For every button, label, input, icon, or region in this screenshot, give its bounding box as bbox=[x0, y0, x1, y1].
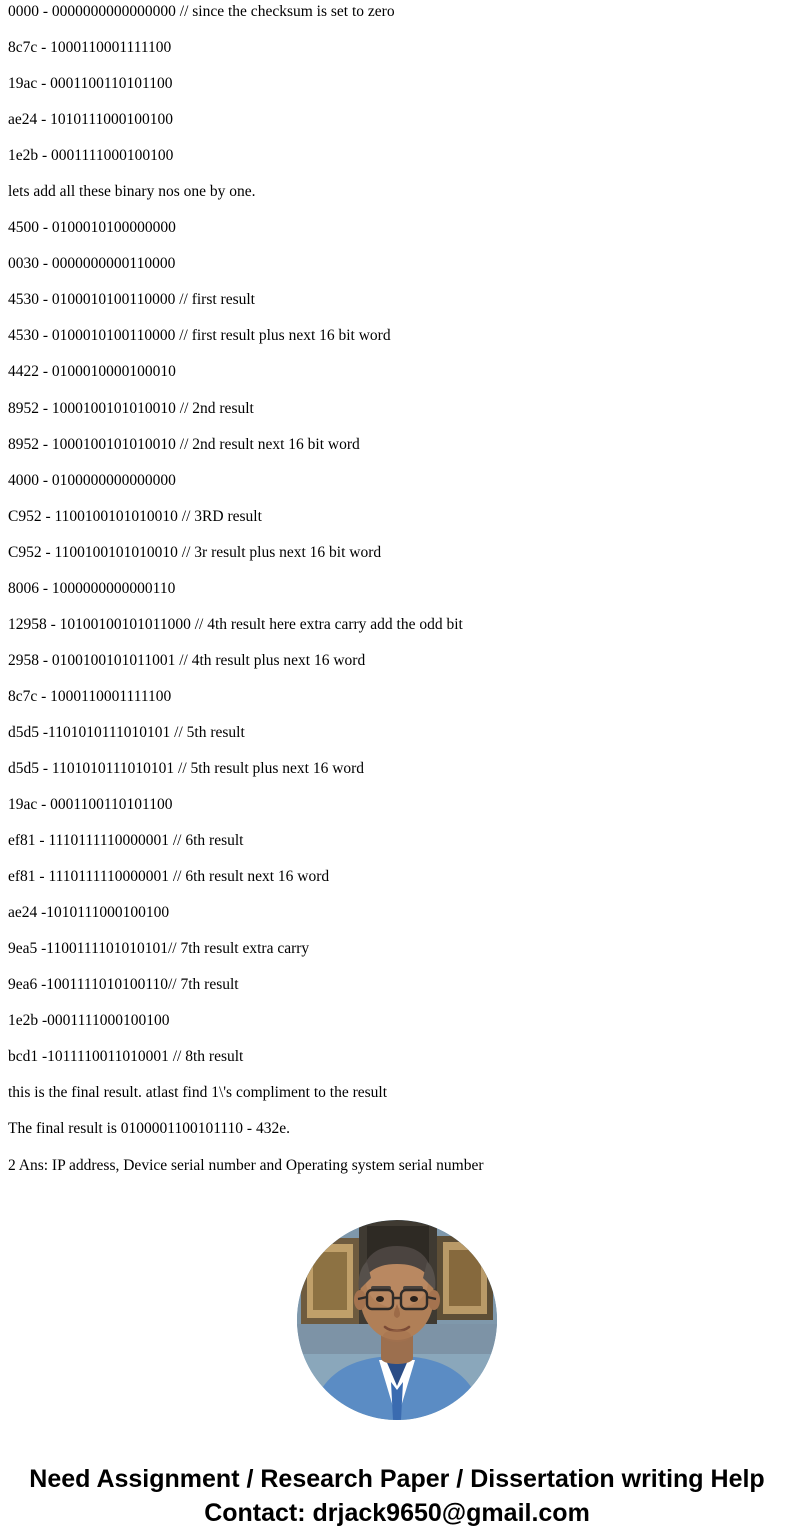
text-line: The final result is 0100001100101110 - 432e. bbox=[8, 1120, 290, 1138]
text-line: 8c7c - 1000110001111100 bbox=[8, 687, 172, 705]
text-line: ae24 - 1010111000100100 bbox=[8, 111, 174, 129]
text-line: 2 Ans: IP address, Device serial number and Operating system serial number bbox=[8, 1156, 484, 1174]
text-line: C952 - 1100100101010010 // 3r result plus next 16 bit word bbox=[8, 543, 382, 561]
text-line: 0000 - 0000000000000000 // since the checksum is set to zero bbox=[8, 3, 395, 20]
text-line: 0030 - 0000000000110000 bbox=[8, 255, 176, 273]
avatar-portrait-icon bbox=[297, 1220, 497, 1420]
text-line: 8952 - 1000100101010010 // 2nd result next 16 bit word bbox=[8, 435, 360, 453]
text-line: C952 - 1100100101010010 // 3RD result bbox=[8, 507, 262, 525]
text-line: 4530 - 0100010100110000 // first result bbox=[8, 291, 255, 309]
text-line: 1e2b - 0001111000100100 bbox=[8, 147, 174, 165]
text-line: 12958 - 10100100101011000 // 4th result here extra carry add the odd bit bbox=[8, 615, 463, 633]
text-line: d5d5 -1101010111010101 // 5th result bbox=[8, 723, 245, 741]
footer-contact: Contact: drjack9650@gmail.com bbox=[204, 1498, 590, 1527]
text-line: 8c7c - 1000110001111100 bbox=[8, 39, 172, 57]
text-line: bcd1 -1011110011010001 // 8th result bbox=[8, 1048, 244, 1066]
text-line: 4530 - 0100010100110000 // first result plus next 16 bit word bbox=[8, 327, 391, 345]
avatar bbox=[297, 1220, 497, 1420]
footer-promo bbox=[8, 1464, 786, 1528]
text-line: 8952 - 1000100101010010 // 2nd result bbox=[8, 399, 254, 417]
text-line: 4422 - 0100010000100010 bbox=[8, 363, 176, 381]
text-line: 9ea5 -1100111101010101// 7th result extra carry bbox=[8, 940, 310, 958]
text-line: d5d5 - 1101010111010101 // 5th result plus next 16 word bbox=[8, 759, 365, 777]
text-line: 4000 - 0100000000000000 bbox=[8, 471, 176, 489]
text-line: 9ea6 -1001111010100110// 7th result bbox=[8, 976, 239, 994]
text-line: ae24 -1010111000100100 bbox=[8, 904, 170, 922]
text-line: 4500 - 0100010100000000 bbox=[8, 219, 176, 237]
text-line: 2958 - 0100100101011001 // 4th result plus next 16 word bbox=[8, 651, 366, 669]
text-line: 8006 - 1000000000000110 bbox=[8, 579, 176, 597]
text-line: lets add all these binary nos one by one. bbox=[8, 183, 256, 201]
text-line: ef81 - 1110111110000001 // 6th result next 16 word bbox=[8, 868, 330, 886]
text-line: 19ac - 0001100110101100 bbox=[8, 75, 173, 93]
avatar-block bbox=[8, 1220, 786, 1420]
text-line: ef81 - 1110111110000001 // 6th result bbox=[8, 832, 244, 850]
answer-text-block bbox=[8, 0, 786, 1174]
text-line: 19ac - 0001100110101100 bbox=[8, 796, 173, 814]
text-line: 1e2b -0001111000100100 bbox=[8, 1012, 170, 1030]
text-line: this is the final result. atlast find 1\'s compliment to the result bbox=[8, 1084, 388, 1102]
footer-heading: Need Assignment / Research Paper / Dissertation writing Help bbox=[29, 1464, 765, 1493]
